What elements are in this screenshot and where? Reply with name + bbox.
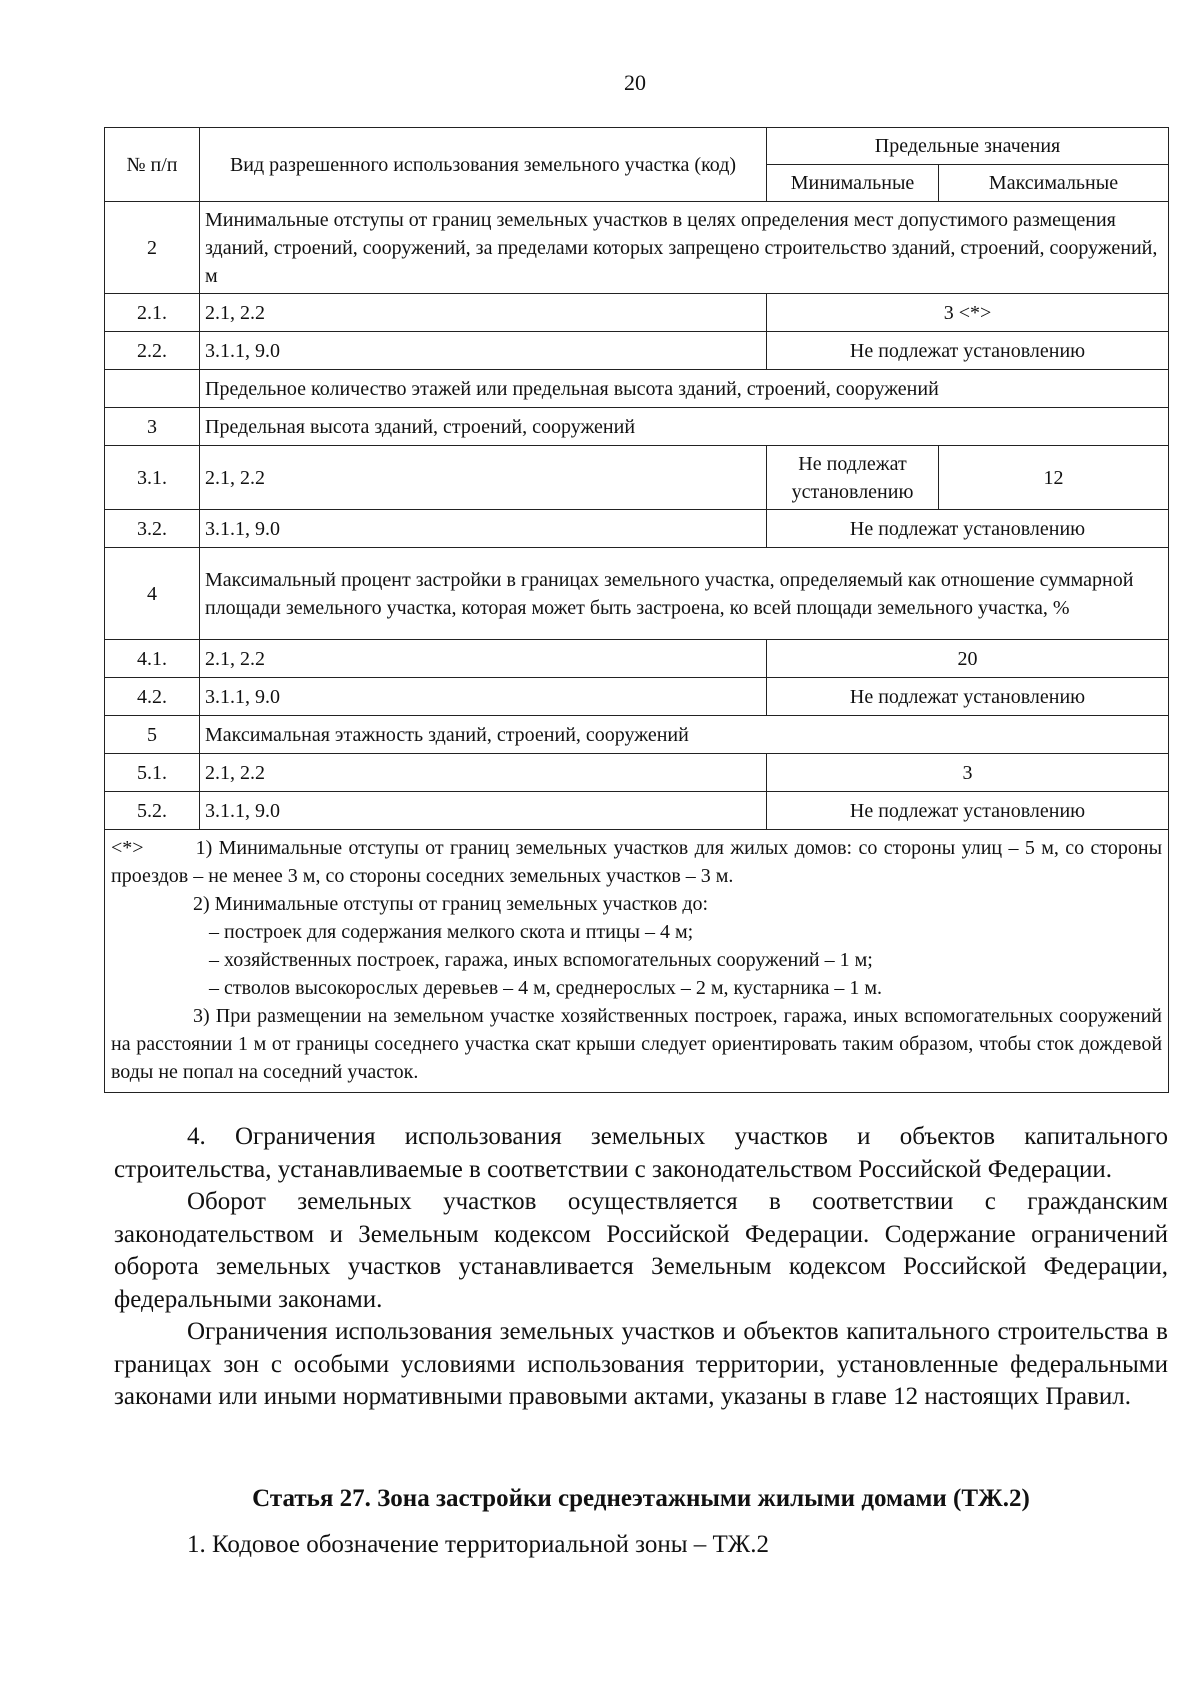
table-row [105, 510, 1169, 548]
table-row [105, 332, 1169, 370]
table-row [105, 792, 1169, 830]
table-row [105, 408, 1169, 446]
row-value: 3 <*> [767, 294, 1169, 332]
row-num: 5.1. [105, 754, 200, 792]
row-value: 3 [767, 754, 1169, 792]
table-row [105, 754, 1169, 792]
row-value: Не подлежат установлению [767, 510, 1169, 548]
row-min: Не подлежат установлению [767, 446, 939, 510]
row-code: 2.1, 2.2 [200, 754, 767, 792]
footnote-p3: 3) При размещении на земельном участке хозяйственных построек, гаража, иных вспомогательных сооружений на расстоянии 1 м от границы соседнего участка скат крыши следует ориентировать таким образом, чтобы сток дождевой воды не попал на соседний участок. [111, 1005, 1163, 1083]
row-text: Минимальные отступы от границ земельных участков в целях определения мест допустимого размещения зданий, строений, сооружений, за пределами которых запрещено строительство зданий, строений, сооружений, м [200, 202, 1169, 294]
row-code: 3.1.1, 9.0 [200, 678, 767, 716]
table-row [105, 548, 1169, 640]
row-value: Не подлежат установлению [767, 332, 1169, 370]
row-value: 20 [767, 640, 1169, 678]
table-footnote-row [105, 830, 1169, 1093]
header-type: Вид разрешенного использования земельного участка (код) [200, 128, 767, 202]
table-row [105, 294, 1169, 332]
row-value: Не подлежат установлению [767, 792, 1169, 830]
row-code: 3.1.1, 9.0 [200, 792, 767, 830]
row-code: 2.1, 2.2 [200, 446, 767, 510]
row-text: Максимальная этажность зданий, строений, сооружений [200, 716, 1169, 754]
table-row [105, 678, 1169, 716]
item-1: 1. Кодовое обозначение территориальной зоны – ТЖ.2 [187, 1531, 769, 1558]
table-row [105, 446, 1169, 510]
row-num: 3.2. [105, 510, 200, 548]
row-code: 2.1, 2.2 [200, 294, 767, 332]
row-text: Предельное количество этажей или предельная высота зданий, строений, сооружений [200, 370, 1169, 408]
header-max: Максимальные [939, 165, 1169, 202]
footnote-dash-2: – хозяйственных построек, гаража, иных вспомогательных сооружений – 1 м; [209, 949, 873, 971]
row-num [105, 370, 200, 408]
footnote-dash-3: – стволов высокорослых деревьев – 4 м, среднерослых – 2 м, кустарника – 1 м. [209, 977, 883, 999]
row-value: Не подлежат установлению [767, 678, 1169, 716]
header-limits: Предельные значения [767, 128, 1169, 165]
limits-table [104, 127, 1169, 1093]
table-row [105, 202, 1169, 294]
header-min: Минимальные [767, 165, 939, 202]
row-num: 4.2. [105, 678, 200, 716]
paragraph-turnover: Оборот земельных участков осуществляется в соответствии с гражданским законодательством и Земельным кодексом Российской Федерации. Содержание ограничений оборота земельных участков устанавливается Земельным кодексом Российской Федерации, федеральными законами. [114, 1188, 1168, 1313]
row-code: 3.1.1, 9.0 [200, 332, 767, 370]
row-num: 3.1. [105, 446, 200, 510]
row-num: 4 [105, 548, 200, 640]
page-number: 20 [624, 70, 646, 95]
row-num: 2 [105, 202, 200, 294]
paragraph-4: 4. Ограничения использования земельных участков и объектов капитального строительства, устанавливаемые в соответствии с законодательством Российской Федерации. [114, 1123, 1168, 1183]
body-paragraphs [114, 1121, 1168, 1414]
table-header-row [105, 128, 1169, 165]
row-text: Предельная высота зданий, строений, сооружений [200, 408, 1169, 446]
row-num: 3 [105, 408, 200, 446]
table-row [105, 640, 1169, 678]
table-row [105, 716, 1169, 754]
row-text: Максимальный процент застройки в границах земельного участка, определяемый как отношение суммарной площади земельного участка, которая может быть застроена, ко всей площади земельного участка, % [200, 548, 1169, 640]
row-code: 3.1.1, 9.0 [200, 510, 767, 548]
row-num: 5 [105, 716, 200, 754]
row-num: 5.2. [105, 792, 200, 830]
footnote-mark: <*> [111, 837, 144, 859]
footnote-p2: 2) Минимальные отступы от границ земельных участков до: [193, 893, 709, 915]
table-row [105, 370, 1169, 408]
header-num: № п/п [105, 128, 200, 202]
row-max: 12 [939, 446, 1169, 510]
paragraph-restrictions: Ограничения использования земельных участков и объектов капитального строительства в границах зон с особыми условиями использования территории, установленные федеральными законами или иными нормативными правовыми актами, указаны в главе 12 настоящих Правил. [114, 1318, 1168, 1410]
footnote-dash-1: – построек для содержания мелкого скота и птицы – 4 м; [209, 921, 694, 943]
footnote-p1: <*> 1) Минимальные отступы от границ земельных участков для жилых домов: со стороны улиц – 5 м, со стороны проездов – не менее 3 м, со стороны соседних земельных участков – 3 м. [111, 837, 1163, 887]
row-num: 4.1. [105, 640, 200, 678]
row-num: 2.2. [105, 332, 200, 370]
row-num: 2.1. [105, 294, 200, 332]
table-footnote [105, 830, 1169, 1093]
row-code: 2.1, 2.2 [200, 640, 767, 678]
article-title: Статья 27. Зона застройки среднеэтажными жилыми домами (ТЖ.2) [252, 1485, 1030, 1512]
